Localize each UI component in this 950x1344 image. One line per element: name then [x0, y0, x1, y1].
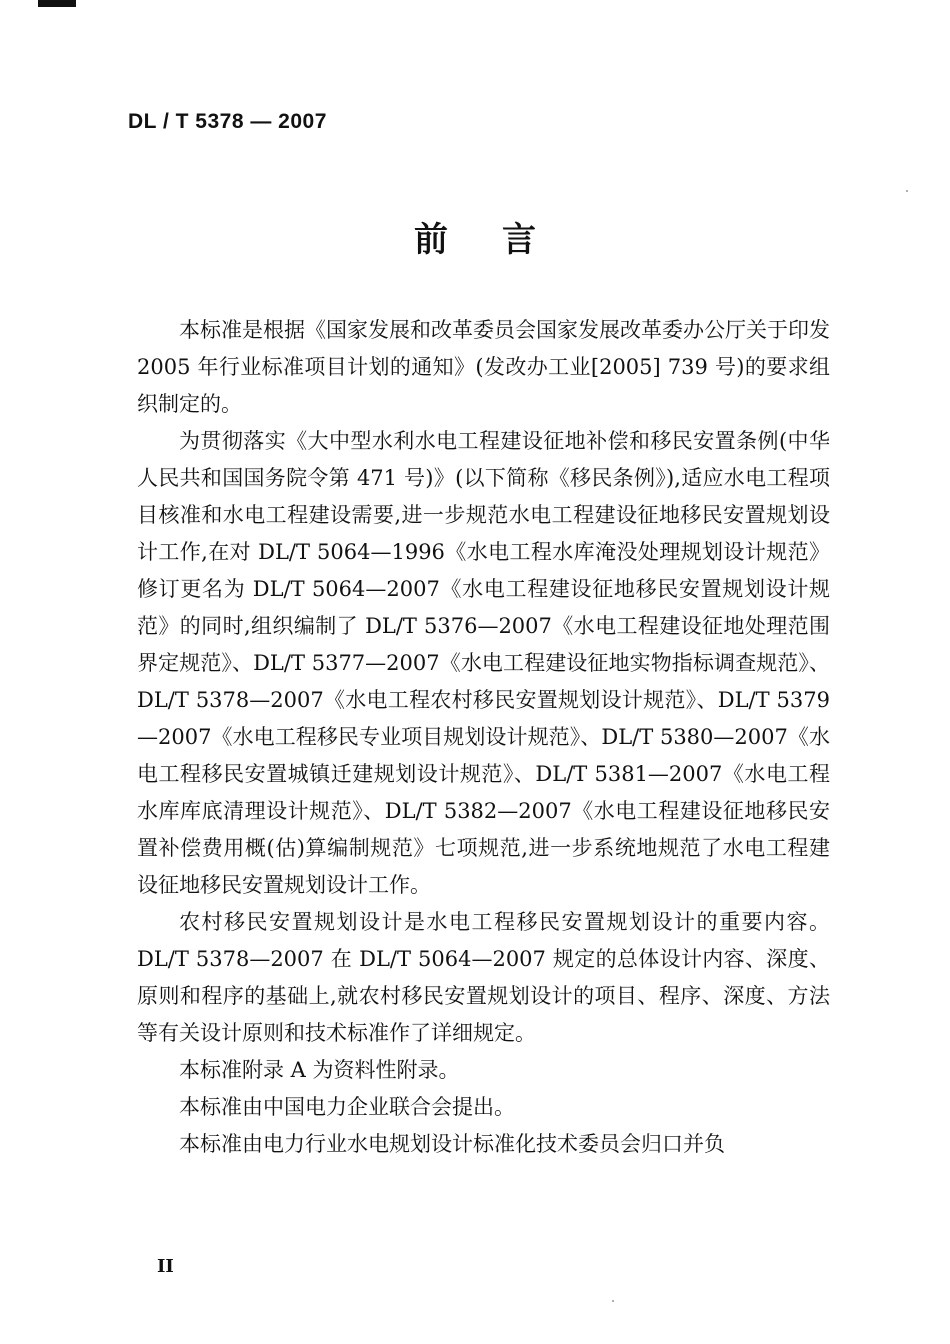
scan-speck	[612, 1300, 614, 1302]
paragraph: 本标准由电力行业水电规划设计标准化技术委员会归口并负	[179, 1132, 725, 1156]
paragraph: 农村移民安置规划设计是水电工程移民安置规划设计的重要内容。DL/T 5378—2007 在 DL/T 5064—2007 规定的总体设计内容、深度、原则和程序的基础上,就农村移民安置规划设计的项目、程序、深度、方法等有关设计原则和技术标准作了详细规定。	[137, 910, 830, 1045]
title-char-2: 言	[502, 220, 536, 260]
paragraph: 本标准附录 A 为资料性附录。	[179, 1058, 460, 1082]
scan-edge-mark	[38, 0, 76, 7]
preface-body	[137, 312, 830, 1163]
standard-code: DL / T 5378 — 2007	[128, 110, 327, 133]
page-title	[0, 212, 950, 261]
scan-speck	[906, 190, 908, 192]
paragraph: 本标准是根据《国家发展和改革委员会国家发展改革委办公厅关于印发 2005 年行业标准项目计划的通知》(发改办工业[2005] 739 号)的要求组织制定的。	[137, 318, 830, 416]
paragraph: 为贯彻落实《大中型水利水电工程建设征地补偿和移民安置条例(中华人民共和国国务院令第 471 号)》(以下简称《移民条例》),适应水电工程项目核准和水电工程建设需要,进一步规范水电工程建设征地移民安置规划设计工作,在对 DL/T 5064—1996《水电工程水库淹没处理规划设计规范》修订更名为 DL/T 5064—2007《水电工程建设征地移民安置规划设计规范》的同时,组织编制了 DL/T 5376—2007《水电工程建设征地处理范围界定规范》、DL/T 5377—2007《水电工程建设征地实物指标调查规范》、DL/T 5378—2007《水电工程农村移民安置规划设计规范》、DL/T 5379—2007《水电工程移民专业项目规划设计规范》、DL/T 5380—2007《水电工程移民安置城镇迁建规划设计规范》、DL/T 5381—2007《水电工程水库库底清理设计规范》、DL/T 5382—2007《水电工程建设征地移民安置补偿费用概(估)算编制规范》七项规范,进一步系统地规范了水电工程建设征地移民安置规划设计工作。	[137, 429, 830, 897]
page-number: II	[157, 1256, 174, 1277]
paragraph: 本标准由中国电力企业联合会提出。	[179, 1095, 515, 1119]
title-char-1: 前	[414, 220, 448, 260]
